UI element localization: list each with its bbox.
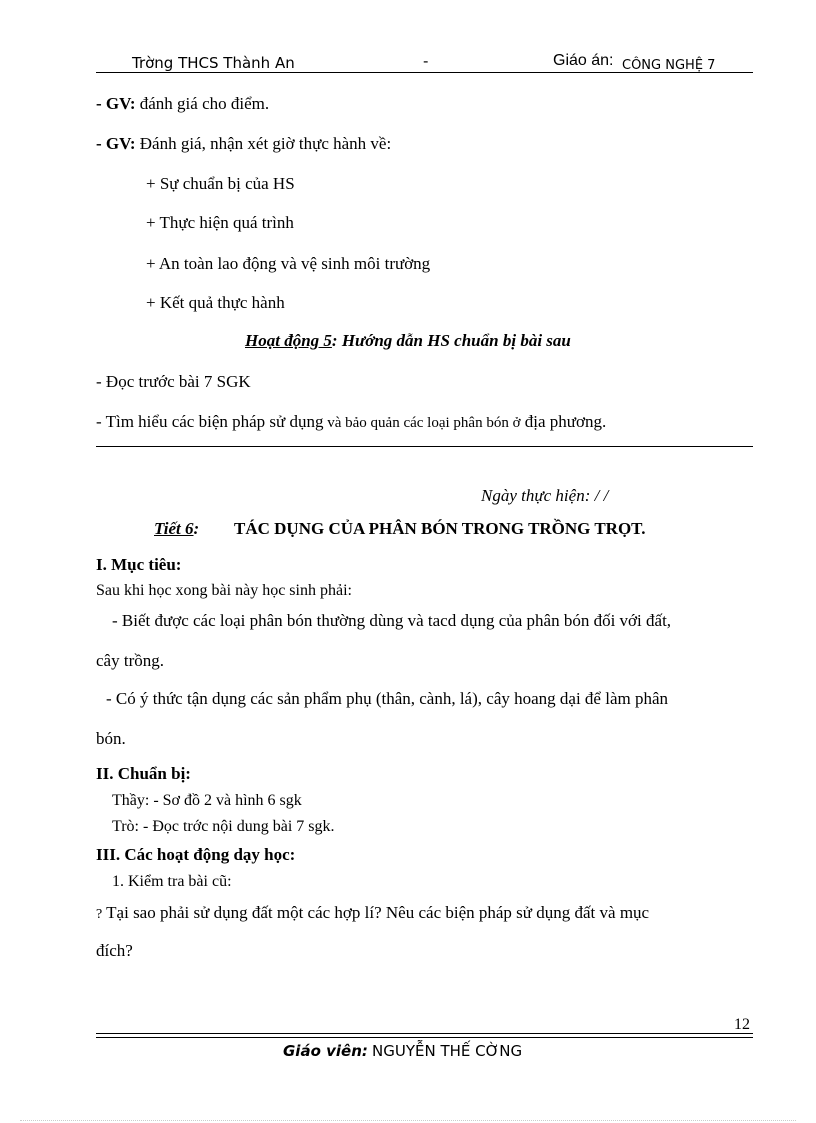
student-preparation: Trò: - Đọc trớc nội dung bài 7 sgk. (112, 818, 335, 835)
footer-rule (96, 1033, 753, 1038)
objectives-heading: I. Mục tiêu: (96, 555, 182, 574)
activity-5-heading: Hoạt động 5: Hướng dẫn HS chuẩn bị bài sau (245, 331, 571, 350)
page-edge-dots (20, 1120, 796, 1121)
bullet-item: + Thực hiện quá trình (146, 213, 294, 232)
bullet-item: + Sự chuẩn bị của HS (146, 174, 295, 193)
date-line: Ngày thực hiện: / / (481, 486, 609, 505)
gv-grade-line: - GV: đánh giá cho điểm. (96, 94, 270, 113)
gv-evaluate-line: - GV: Đánh giá, nhận xét giờ thực hành về: (96, 134, 392, 153)
bullet-item: + An toàn lao động và vệ sinh môi trường (146, 254, 431, 273)
period-label: Tiết 6: (154, 519, 200, 538)
review-question: ? Tại sao phải sử dụng đất một các hợp lí? Nêu các biện pháp sử dụng đất và mục (96, 903, 650, 922)
teacher-name: NGUYỄN THẾ CỜNG (372, 1042, 523, 1060)
lesson-title: TÁC DỤNG CỦA PHÂN BÓN TRONG TRỒNG TRỌT. (234, 519, 646, 538)
objectives-intro: Sau khi học xong bài này học sinh phải: (96, 582, 352, 599)
page-number: 12 (734, 1016, 750, 1033)
preparation-heading: II. Chuẩn bị: (96, 764, 191, 783)
objective-2-cont: bón. (96, 729, 126, 748)
homework-research: - Tìm hiểu các biện pháp sử dụng và bảo quản các loại phân bón ở địa phương. (96, 412, 607, 431)
header-dash: - (423, 52, 429, 70)
objective-1: - Biết được các loại phân bón thường dùng và tacd dụng của phân bón đối với đất, (112, 611, 672, 630)
homework-read: - Đọc trước bài 7 SGK (96, 372, 251, 391)
lesson-plan-label: Giáo án: (553, 52, 614, 69)
teacher-label: Giáo viên: (283, 1042, 368, 1060)
teacher-preparation: Thầy: - Sơ đồ 2 và hình 6 sgk (112, 792, 302, 809)
objective-2: - Có ý thức tận dụng các sản phẩm phụ (thân, cành, lá), cây hoang dại để làm phân (106, 689, 669, 708)
objective-1-cont: cây trồng. (96, 651, 164, 670)
school-name: Trờng THCS Thành An (132, 54, 295, 72)
section-divider (96, 446, 753, 447)
review-step: 1. Kiểm tra bài cũ: (112, 873, 232, 890)
review-question-cont: đích? (96, 941, 133, 960)
bullet-item: + Kết quả thực hành (146, 293, 285, 312)
header-rule (96, 72, 753, 73)
subject-name: CÔNG NGHỆ 7 (622, 58, 716, 73)
activities-heading: III. Các hoạt động dạy học: (96, 845, 296, 864)
